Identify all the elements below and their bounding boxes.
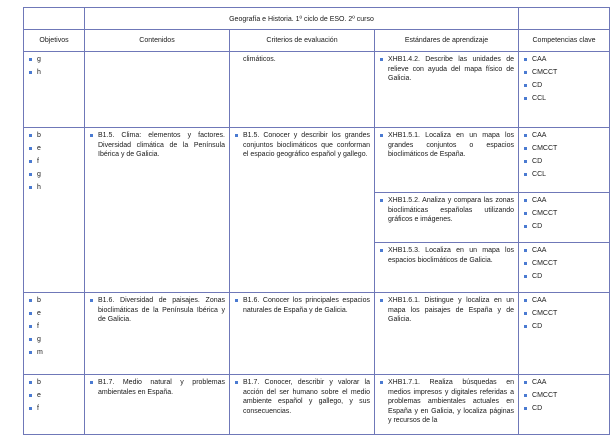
contenido-cell — [85, 52, 230, 128]
criterio-text: B1.5. Conocer y describir los grandes conjuntos bioclimáticos que conforman el espacio geográfico español y gallego. — [235, 131, 370, 160]
estandar-cell — [375, 52, 519, 128]
objetivos-cell — [24, 375, 85, 435]
list-item: CD — [524, 272, 605, 282]
list-item: e — [29, 309, 80, 319]
header-criterios: Criterios de evaluación — [230, 30, 375, 52]
list-item: g — [29, 55, 80, 65]
list-item: CMCCT — [524, 68, 605, 78]
estandar-text: XHB1.7.1. Realiza búsquedas en medios impresos y digitales referidas a problemas ambientales actuales en España y en Galicia, y localiza páginas y recursos de la — [380, 378, 514, 426]
criterio-cell — [230, 293, 375, 375]
estandar-cell — [375, 243, 519, 293]
list-item: CD — [524, 222, 605, 232]
estandar-text: XHB1.5.3. Localiza en un mapa los espacios bioclimáticos de Galicia. — [380, 246, 514, 265]
table-title: Geografía e Historia. 1º ciclo de ESO. 2º curso — [85, 8, 519, 30]
title-blank-cell — [24, 8, 85, 30]
competencias-cell — [519, 293, 610, 375]
header-objetivos: Objetivos — [24, 30, 85, 52]
competencias-cell — [519, 243, 610, 293]
criterio-cell — [230, 52, 375, 128]
estandar-cell — [375, 193, 519, 243]
list-item: h — [29, 68, 80, 78]
list-item: CMCCT — [524, 391, 605, 401]
list-item: b — [29, 378, 80, 388]
list-item: f — [29, 404, 80, 414]
competencias-cell — [519, 128, 610, 193]
criterio-cell — [230, 128, 375, 293]
competencias-list — [524, 378, 605, 413]
list-item: CD — [524, 81, 605, 91]
list-item: m — [29, 348, 80, 358]
contenido-cell — [85, 293, 230, 375]
list-item: CAA — [524, 131, 605, 141]
header-contenidos: Contenidos — [85, 30, 230, 52]
list-item: b — [29, 296, 80, 306]
contenido-cell — [85, 375, 230, 435]
estandar-text: XHB1.5.1. Localiza en un mapa los grandes conjuntos o espacios bioclimáticos de España. — [380, 131, 514, 160]
list-item: CMCCT — [524, 209, 605, 219]
objetivos-list — [29, 55, 80, 77]
list-item: CD — [524, 322, 605, 332]
header-estandares: Estándares de aprendizaje — [375, 30, 519, 52]
table-row — [24, 293, 610, 375]
objetivos-list — [29, 378, 80, 413]
list-item: CAA — [524, 246, 605, 256]
list-item: e — [29, 144, 80, 154]
list-item: h — [29, 183, 80, 193]
list-item: CAA — [524, 196, 605, 206]
competencias-cell — [519, 375, 610, 435]
competencias-cell — [519, 193, 610, 243]
list-item: CD — [524, 157, 605, 167]
competencias-list — [524, 246, 605, 281]
curriculum-table — [23, 7, 610, 435]
table-row — [24, 128, 610, 193]
list-item: CAA — [524, 378, 605, 388]
contenido-text: B1.6. Diversidad de paisajes. Zonas bioclimáticas de la Península Ibérica y de Galicia. — [90, 296, 225, 325]
competencias-list — [524, 55, 605, 103]
competencias-list — [524, 196, 605, 231]
objetivos-list — [29, 296, 80, 357]
criterio-text: climáticos. — [243, 56, 276, 63]
title-blank-cell — [519, 8, 610, 30]
list-item: f — [29, 322, 80, 332]
list-item: CMCCT — [524, 309, 605, 319]
objetivos-cell — [24, 293, 85, 375]
list-item: CAA — [524, 55, 605, 65]
list-item: CCL — [524, 170, 605, 180]
header-competencias: Competencias clave — [519, 30, 610, 52]
list-item: e — [29, 391, 80, 401]
list-item: b — [29, 131, 80, 141]
list-item: CCL — [524, 94, 605, 104]
criterio-text: B1.7. Conocer, describir y valorar la acción del ser humano sobre el medio ambiente español y gallego, y sus consecuencias. — [235, 378, 370, 416]
objetivos-list — [29, 131, 80, 192]
list-item: CMCCT — [524, 259, 605, 269]
list-item: CAA — [524, 296, 605, 306]
competencias-list — [524, 131, 605, 179]
estandar-cell — [375, 128, 519, 193]
estandar-text: XHB1.6.1. Distingue y localiza en un mapa los paisajes de España y de Galicia. — [380, 296, 514, 325]
competencias-list — [524, 296, 605, 331]
estandar-text: XHB1.5.2. Analiza y compara las zonas bioclimáticas españolas utilizando gráficos e imágenes. — [380, 196, 514, 225]
criterio-text: B1.6. Conocer los principales espacios naturales de España y de Galicia. — [235, 296, 370, 315]
contenido-cell — [85, 128, 230, 293]
estandar-cell — [375, 293, 519, 375]
contenido-text: B1.7. Medio natural y problemas ambientales en España. — [90, 378, 225, 397]
list-item: CMCCT — [524, 144, 605, 154]
list-item: g — [29, 170, 80, 180]
estandar-text: XHB1.4.2. Describe las unidades de relieve con ayuda del mapa físico de Galicia. — [380, 55, 514, 84]
competencias-cell — [519, 52, 610, 128]
contenido-text: B1.5. Clima: elementos y factores. Diversidad climática de la Península Ibérica y de Galicia. — [90, 131, 225, 160]
list-item: f — [29, 157, 80, 167]
objetivos-cell — [24, 52, 85, 128]
table-row — [24, 52, 610, 128]
list-item: CD — [524, 404, 605, 414]
criterio-cell — [230, 375, 375, 435]
estandar-cell — [375, 375, 519, 435]
objetivos-cell — [24, 128, 85, 293]
list-item: g — [29, 335, 80, 345]
table-row — [24, 375, 610, 435]
